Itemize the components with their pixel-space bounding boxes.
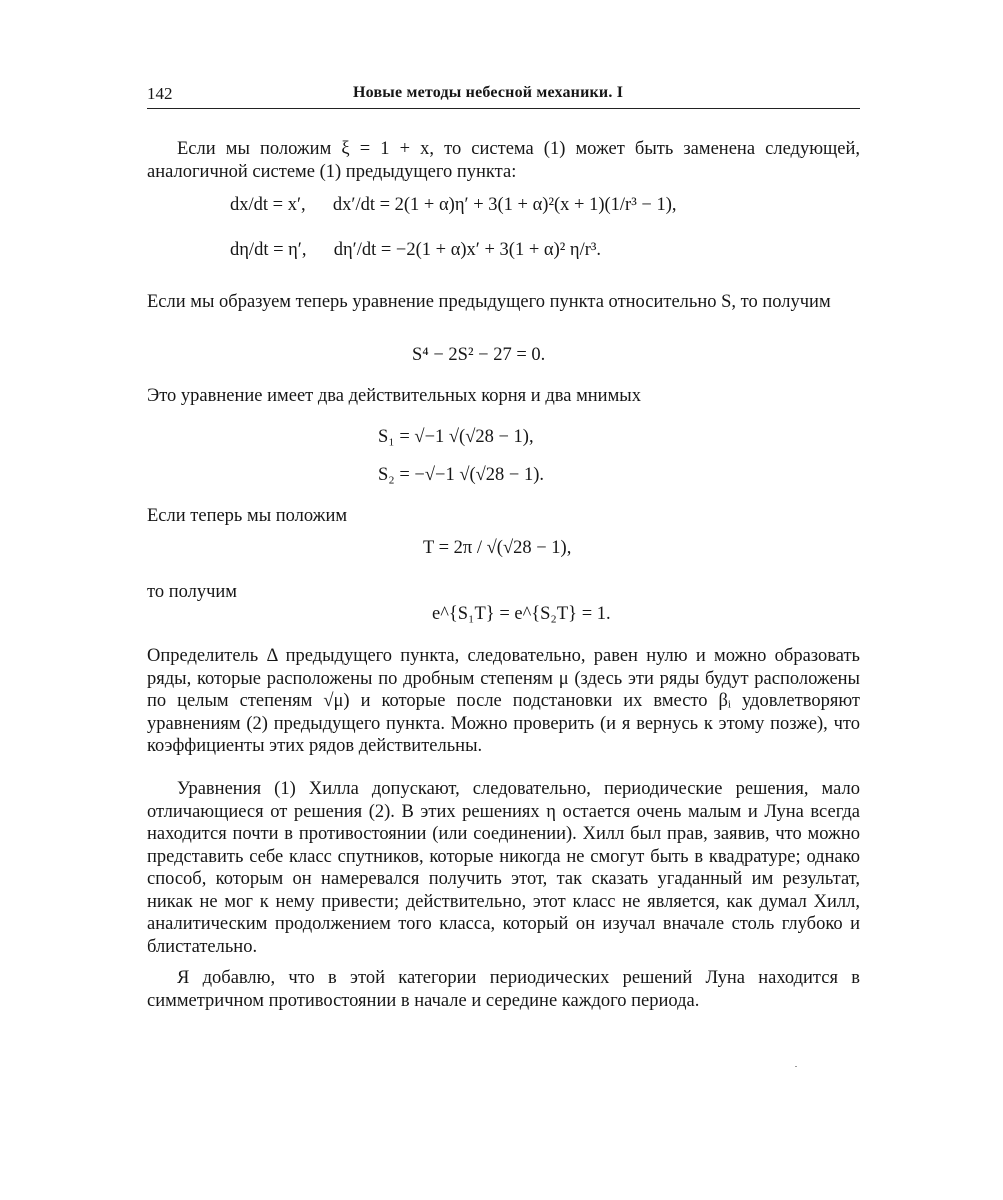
running-header — [147, 84, 860, 109]
equation-deta-dt: dη/dt = η′, — [230, 240, 307, 260]
equation-exponent: e^{S₁T} = e^{S₂T} = 1. — [432, 604, 611, 624]
paragraph-transition — [147, 291, 860, 314]
paragraph-roots-intro: Это уравнение имеет два действительных корня и два мнимых — [147, 386, 641, 406]
paragraph-text: Я добавлю, что в этой категории периодических решений Луна находится в симметричном противостоянии в начале и середине каждого периода. — [147, 968, 860, 1011]
equation-system-line-1 — [230, 195, 676, 216]
paragraph-intro — [147, 138, 860, 183]
paragraph-text: Если мы образуем теперь уравнение предыдущего пункта относительно S, то получим — [147, 292, 831, 312]
paragraph-hill — [147, 778, 860, 958]
equation-root-s1: S₁ = √−1 √(√28 − 1), — [378, 427, 534, 447]
paragraph-text: Если мы положим ξ = 1 + x, то система (1) может быть заменена следующей, аналогичной системе (1) предыдущего пункта: — [147, 139, 860, 182]
print-speck — [795, 1066, 797, 1067]
equation-period-t: T = 2π / √(√28 − 1), — [423, 538, 572, 558]
page-number: 142 — [147, 84, 173, 103]
equation-deta-prime-dt: dη′/dt = −2(1 + α)x′ + 3(1 + α)² η/r³. — [333, 240, 602, 260]
equation-quartic: S⁴ − 2S² − 27 = 0. — [412, 345, 546, 365]
equation-dx-prime-dt: dx′/dt = 2(1 + α)η′ + 3(1 + α)²(x + 1)(1/r³ − 1), — [332, 195, 677, 215]
equation-dx-dt: dx/dt = x′, — [230, 195, 306, 215]
paragraph-determinant — [147, 645, 860, 758]
equation-system-line-2 — [230, 240, 601, 261]
paragraph-conclusion — [147, 967, 860, 1012]
paragraph-text: Определитель Δ предыдущего пункта, следовательно, равен нулю и можно образовать ряды, которые расположены по дробным степеням μ (здесь эти ряды будут расположены по целым степеням √μ) и которые после подстановки их вместо βᵢ удовлетворяют уравнениям (2) предыдущего пункта. Можно проверить (и я вернусь к этому позже), что коэффициенты этих рядов действительны. — [147, 646, 860, 756]
paragraph-text: Уравнения (1) Хилла допускают, следовательно, периодические решения, мало отличающиеся от решения (2). В этих решениях η остается очень малым и Луна всегда находится почти в противостоянии (или соединении). Хилл был прав, заявив, что можно представить себе класс спутников, которые никогда не смогут быть в квадратуре; однако способ, которым он намеревался получить этот, так сказать угаданный им результат, никак не мог к нему привести; действительно, этот класс не является, как думал Хилл, аналитическим продолжением того класса, который он изучал вначале столь глубоко и блистательно. — [147, 779, 860, 957]
equation-root-s2: S₂ = −√−1 √(√28 − 1). — [378, 465, 545, 485]
paragraph-let-t: Если теперь мы положим — [147, 506, 348, 526]
paragraph-then: то получим — [147, 582, 238, 602]
running-title: Новые методы небесной механики. I — [353, 84, 624, 101]
